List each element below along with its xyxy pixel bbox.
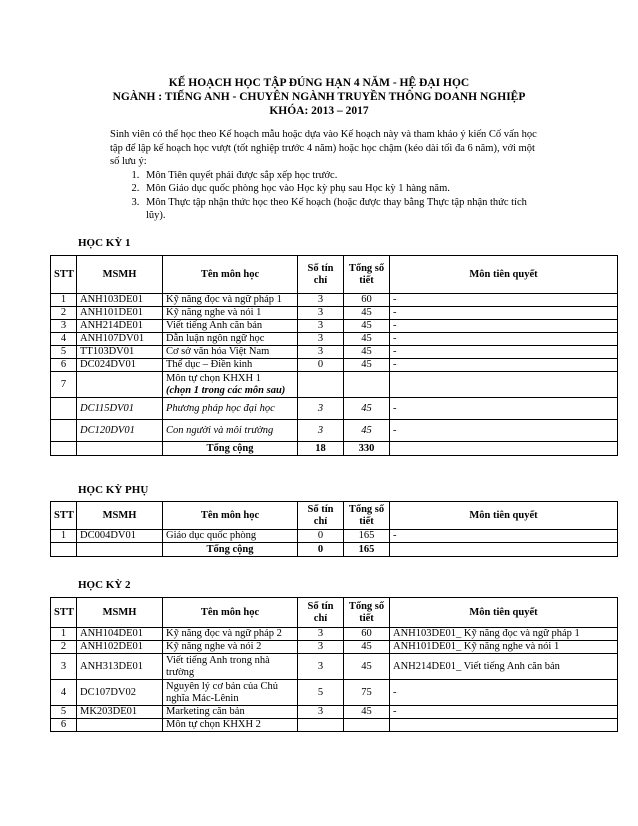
section-title-hk1: HỌC KỲ 1 — [78, 237, 131, 249]
cell-code: ANH214DE01 — [77, 320, 163, 333]
table-row — [51, 530, 618, 543]
cell-stt — [51, 442, 77, 456]
table-row-total — [51, 543, 618, 557]
cell-stt: 3 — [51, 320, 77, 333]
header-credits: Số tín chỉ — [298, 502, 344, 530]
cell-code: DC004DV01 — [77, 530, 163, 543]
cell-credits: 3 — [298, 706, 344, 719]
table-row-elective-option — [51, 420, 618, 442]
header-credits: Số tín chỉ — [298, 598, 344, 628]
cell-credits: 3 — [298, 641, 344, 654]
table-row — [51, 346, 618, 359]
cell-code: ANH107DV01 — [77, 333, 163, 346]
cell-hours: 45 — [344, 398, 390, 420]
cell-code: ANH313DE01 — [77, 654, 163, 680]
cell-prereq: ANH103DE01_ Kỹ năng đọc và ngữ pháp 1 — [390, 628, 618, 641]
cell-stt — [51, 398, 77, 420]
table-hk1 — [50, 255, 618, 456]
table-row — [51, 333, 618, 346]
cell-prereq: - — [390, 333, 618, 346]
header-credits: Số tín chỉ — [298, 256, 344, 294]
cell-name: Dẫn luận ngôn ngữ học — [163, 333, 298, 346]
cell-stt: 5 — [51, 346, 77, 359]
cell-stt: 2 — [51, 641, 77, 654]
cell-hours — [344, 372, 390, 398]
cell-hours: 45 — [344, 706, 390, 719]
cell-stt: 2 — [51, 307, 77, 320]
intro-paragraph: Sinh viên có thể học theo Kế hoạch mẫu hoặc dựa vào Kế hoạch này và tham khảo ý kiến Cố vấn học tập để lập kế hoạch học vượt (tốt nghiệp trước 4 năm) hoặc học chậm (kéo dài tối đa 6 năm), với một số lưu ý: — [110, 129, 537, 167]
cell-code: DC024DV01 — [77, 359, 163, 372]
cell-stt: 3 — [51, 654, 77, 680]
cell-stt: 6 — [51, 719, 77, 732]
table-row — [51, 680, 618, 706]
header-name: Tên môn học — [163, 256, 298, 294]
cell-name: Marketing căn bản — [163, 706, 298, 719]
cell-hours: 45 — [344, 654, 390, 680]
cell-name: Kỹ năng đọc và ngữ pháp 1 — [163, 294, 298, 307]
cell-prereq: - — [390, 398, 618, 420]
cell-prereq: ANH101DE01_ Kỹ năng nghe và nói 1 — [390, 641, 618, 654]
cell-code — [77, 372, 163, 398]
cell-name — [163, 372, 298, 398]
cell-credits — [298, 719, 344, 732]
cell-code — [77, 442, 163, 456]
cell-code: DC107DV02 — [77, 680, 163, 706]
header-stt: STT — [51, 502, 77, 530]
cell-prereq — [390, 372, 618, 398]
cell-credits: 3 — [298, 346, 344, 359]
cell-credits: 5 — [298, 680, 344, 706]
header-hours: Tổng số tiết — [344, 598, 390, 628]
cell-prereq: - — [390, 346, 618, 359]
header-name: Tên môn học — [163, 598, 298, 628]
header-stt: STT — [51, 256, 77, 294]
table-row — [51, 706, 618, 719]
cell-hours: 60 — [344, 628, 390, 641]
intro-note: 1. Môn Tiên quyết phải được sắp xếp học trước. — [142, 169, 540, 183]
cell-prereq: - — [390, 530, 618, 543]
cell-name: Môn tự chọn KHXH 2 — [163, 719, 298, 732]
total-credits: 18 — [298, 442, 344, 456]
header-hours: Tổng số tiết — [344, 256, 390, 294]
cell-prereq: - — [390, 294, 618, 307]
cell-name: Kỹ năng nghe và nói 1 — [163, 307, 298, 320]
table-hk2 — [50, 597, 618, 732]
cell-hours: 45 — [344, 320, 390, 333]
cell-code — [77, 719, 163, 732]
cell-credits — [298, 372, 344, 398]
cell-name: Phương pháp học đại học — [163, 398, 298, 420]
cell-code: DC120DV01 — [77, 420, 163, 442]
cell-code: MK203DE01 — [77, 706, 163, 719]
header-prereq: Môn tiên quyết — [390, 502, 618, 530]
section-title-hk2: HỌC KỲ 2 — [78, 579, 131, 591]
header-name: Tên môn học — [163, 502, 298, 530]
total-label: Tổng cộng — [163, 543, 298, 557]
table-row-total — [51, 442, 618, 456]
cell-prereq — [390, 543, 618, 557]
cell-hours: 45 — [344, 420, 390, 442]
doc-title-line1: KẾ HOẠCH HỌC TẬP ĐÚNG HẠN 4 NĂM - HỆ ĐẠI HỌC — [168, 77, 470, 89]
cell-stt: 1 — [51, 294, 77, 307]
cell-prereq — [390, 719, 618, 732]
header-hours: Tổng số tiết — [344, 502, 390, 530]
table-row — [51, 294, 618, 307]
cell-hours: 45 — [344, 641, 390, 654]
cell-hours: 45 — [344, 307, 390, 320]
cell-stt — [51, 420, 77, 442]
header-msmh: MSMH — [77, 256, 163, 294]
cell-credits: 0 — [298, 359, 344, 372]
intro-notes — [110, 169, 540, 223]
total-label: Tổng cộng — [163, 442, 298, 456]
cell-stt: 1 — [51, 530, 77, 543]
cell-hours: 60 — [344, 294, 390, 307]
cell-hours: 45 — [344, 359, 390, 372]
cell-hours: 45 — [344, 333, 390, 346]
cell-name: Viết tiếng Anh trong nhà trường — [163, 654, 298, 680]
elective-name: Môn tự chọn KHXH 1 — [166, 372, 261, 384]
cell-stt: 5 — [51, 706, 77, 719]
cell-stt — [51, 543, 77, 557]
table-row-elective-option — [51, 398, 618, 420]
header-msmh: MSMH — [77, 598, 163, 628]
cell-stt: 6 — [51, 359, 77, 372]
cell-prereq: - — [390, 706, 618, 719]
cell-hours — [344, 719, 390, 732]
cell-credits: 0 — [298, 530, 344, 543]
cell-hours: 165 — [344, 530, 390, 543]
cell-code: DC115DV01 — [77, 398, 163, 420]
cell-code — [77, 543, 163, 557]
intro-note: 2. Môn Giáo dục quốc phòng học vào Học kỳ phụ sau Học kỳ 1 hàng năm. — [142, 182, 540, 196]
doc-title-line3: KHÓA: 2013 – 2017 — [269, 105, 369, 117]
cell-code: ANH104DE01 — [77, 628, 163, 641]
cell-code: ANH102DE01 — [77, 641, 163, 654]
cell-name: Giáo dục quốc phòng — [163, 530, 298, 543]
cell-prereq: ANH214DE01_ Viết tiếng Anh căn bản — [390, 654, 618, 680]
cell-credits: 3 — [298, 420, 344, 442]
cell-credits: 3 — [298, 320, 344, 333]
cell-hours: 45 — [344, 346, 390, 359]
cell-credits: 3 — [298, 628, 344, 641]
cell-code: TT103DV01 — [77, 346, 163, 359]
cell-prereq: - — [390, 359, 618, 372]
header-prereq: Môn tiên quyết — [390, 598, 618, 628]
table-hkphu — [50, 501, 618, 557]
table-row — [51, 359, 618, 372]
cell-prereq — [390, 442, 618, 456]
cell-code: ANH103DE01 — [77, 294, 163, 307]
cell-prereq: - — [390, 680, 618, 706]
cell-credits: 3 — [298, 307, 344, 320]
total-hours: 165 — [344, 543, 390, 557]
cell-name: Kỹ năng nghe và nói 2 — [163, 641, 298, 654]
doc-title-line2: NGÀNH : TIẾNG ANH - CHUYÊN NGÀNH TRUYỀN THÔNG DOANH NGHIỆP — [112, 91, 526, 103]
total-credits: 0 — [298, 543, 344, 557]
elective-note: (chọn 1 trong các môn sau) — [166, 384, 286, 396]
cell-name: Thể dục – Điền kinh — [163, 359, 298, 372]
cell-code: ANH101DE01 — [77, 307, 163, 320]
table-row — [51, 719, 618, 732]
table-row — [51, 307, 618, 320]
table-row — [51, 641, 618, 654]
cell-stt: 7 — [51, 372, 77, 398]
cell-credits: 3 — [298, 654, 344, 680]
cell-hours: 75 — [344, 680, 390, 706]
total-hours: 330 — [344, 442, 390, 456]
cell-prereq: - — [390, 420, 618, 442]
cell-prereq: - — [390, 307, 618, 320]
table-row — [51, 654, 618, 680]
cell-credits: 3 — [298, 333, 344, 346]
table-row — [51, 320, 618, 333]
table-row-elective — [51, 372, 618, 398]
cell-stt: 4 — [51, 333, 77, 346]
cell-stt: 1 — [51, 628, 77, 641]
header-prereq: Môn tiên quyết — [390, 256, 618, 294]
section-title-hkphu: HỌC KỲ PHỤ — [78, 484, 149, 496]
cell-prereq: - — [390, 320, 618, 333]
cell-name: Cơ sở văn hóa Việt Nam — [163, 346, 298, 359]
intro-block — [110, 128, 540, 223]
header-stt: STT — [51, 598, 77, 628]
intro-note: 3. Môn Thực tập nhận thức học theo Kế hoạch (hoặc được thay bằng Thực tập nhận thức tích lũy). — [142, 196, 540, 223]
cell-stt: 4 — [51, 680, 77, 706]
cell-name: Con người và môi trường — [163, 420, 298, 442]
header-msmh: MSMH — [77, 502, 163, 530]
cell-name: Kỹ năng đọc và ngữ pháp 2 — [163, 628, 298, 641]
cell-credits: 3 — [298, 398, 344, 420]
table-row — [51, 628, 618, 641]
cell-credits: 3 — [298, 294, 344, 307]
cell-name: Nguyên lý cơ bản của Chủ nghĩa Mác-Lênin — [163, 680, 298, 706]
cell-name: Viết tiếng Anh căn bản — [163, 320, 298, 333]
